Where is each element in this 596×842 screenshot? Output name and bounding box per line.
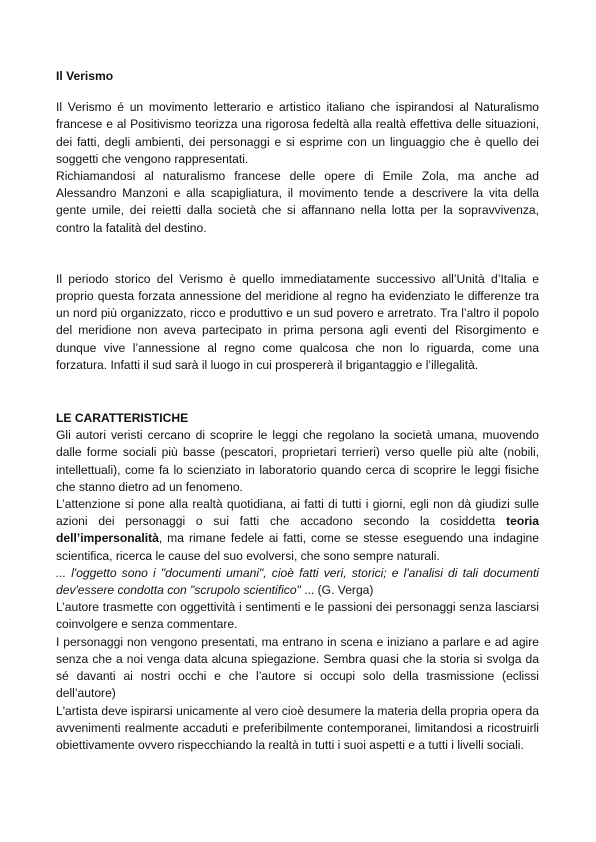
paragraph-authors: Gli autori veristi cercano di scoprire le leggi che regolano la società umana, muovendo dalle forme sociali più basse (pescatori, proprietari terrieri) verso quelle più alte (nobili, intellettuali), come fa lo scienziato in laboratorio quando cerca di scoprire le leggi fisiche che stanno dietro ad un fenomeno.	[56, 428, 539, 494]
impersonality-theory-term: teoria dell’impersonalità	[56, 514, 539, 546]
verga-quote-text: ... l'oggetto sono i "documenti umani", cioè fatti veri, storici; e l'analisi di tali documenti dev'essere condotta con "scrupolo scientifico"	[56, 565, 539, 598]
spacer	[56, 237, 539, 271]
verga-quote-attribution: ... (G. Verga)	[300, 583, 374, 598]
paragraph-objectivity: L’autore trasmette con oggettività i sentimenti e le passioni dei personaggi senza lasciarsi coinvolgere e senza commentare.	[56, 600, 539, 632]
document-title: Il Verismo	[56, 69, 114, 83]
paragraph-impersonality	[56, 496, 539, 565]
document-page	[56, 68, 539, 754]
paragraph-verga-quote	[56, 565, 539, 599]
impersonality-text-after: , ma rimane fedele ai fatti, come se stesse eseguendo una indagine scientifica, ricerca le cause del suo evolversi, che sono sempre naturali.	[56, 531, 539, 563]
paragraph-naturalism: Richiamandosi al naturalismo francese delle opere di Emile Zola, ma anche ad Alessandro Manzoni e alla scapigliatura, il movimento tende a descrivere la vita della gente umile, dei reietti dalla società che si affannano nella lotta per la sopravvivenza, contro la fatalità del destino.	[56, 169, 539, 235]
section-title: LE CARATTERISTICHE	[56, 411, 189, 426]
paragraph-artist: L'artista deve ispirarsi unicamente al vero cioè desumere la materia della propria opera da avvenimenti realmente accaduti e preferibilmente contemporanei, limitandosi a ricostruirli obiettivamente ovvero rispecchiando la realtà in tutti i suoi aspetti e a tutti i livelli sociali.	[56, 703, 539, 752]
spacer	[56, 374, 539, 410]
paragraph-intro: Il Verismo é un movimento letterario e artistico italiano che ispirandosi al Naturalismo francese e al Positivismo teorizza una rigorosa fedeltà alla realtà effettiva delle situazioni, dei fatti, degli ambienti, dei personaggi e si esprime con un linguaggio che è quello dei soggetti che vengono rappresentati.	[56, 100, 539, 166]
paragraph-characters: I personaggi non vengono presentati, ma entrano in scena e iniziano a parlare e ad agire senza che a noi venga data alcuna spiegazione. Sembra quasi che la storia si svolga da sé davanti ai nostri occhi e che l’autore si occupi solo della trasmissione (eclissi dell’autore)	[56, 634, 539, 701]
impersonality-text-before: L’attenzione si pone alla realtà quotidiana, ai fatti di tutti i giorni, egli non dà giudizi sulle azioni dei personaggi o sui fatti che accadono secondo la cosiddetta	[56, 497, 539, 529]
paragraph-historical-period: Il periodo storico del Verismo è quello immediatamente successivo all’Unità d’Italia e proprio questa forzata annessione del meridione al regno ha evidenziato le differenze tra un nord più organizzato, ricco e produttivo e un sud povero e arretrato. Tra l’altro il popolo del meridione non aveva partecipato in prima persona agli eventi del Risorgimento e dunque vive l’annessione al regno come qualcosa che non lo riguarda, come una forzatura. Infatti il sud sarà il luogo in cui prospererà il brigantaggio e l’illegalità.	[56, 271, 539, 372]
